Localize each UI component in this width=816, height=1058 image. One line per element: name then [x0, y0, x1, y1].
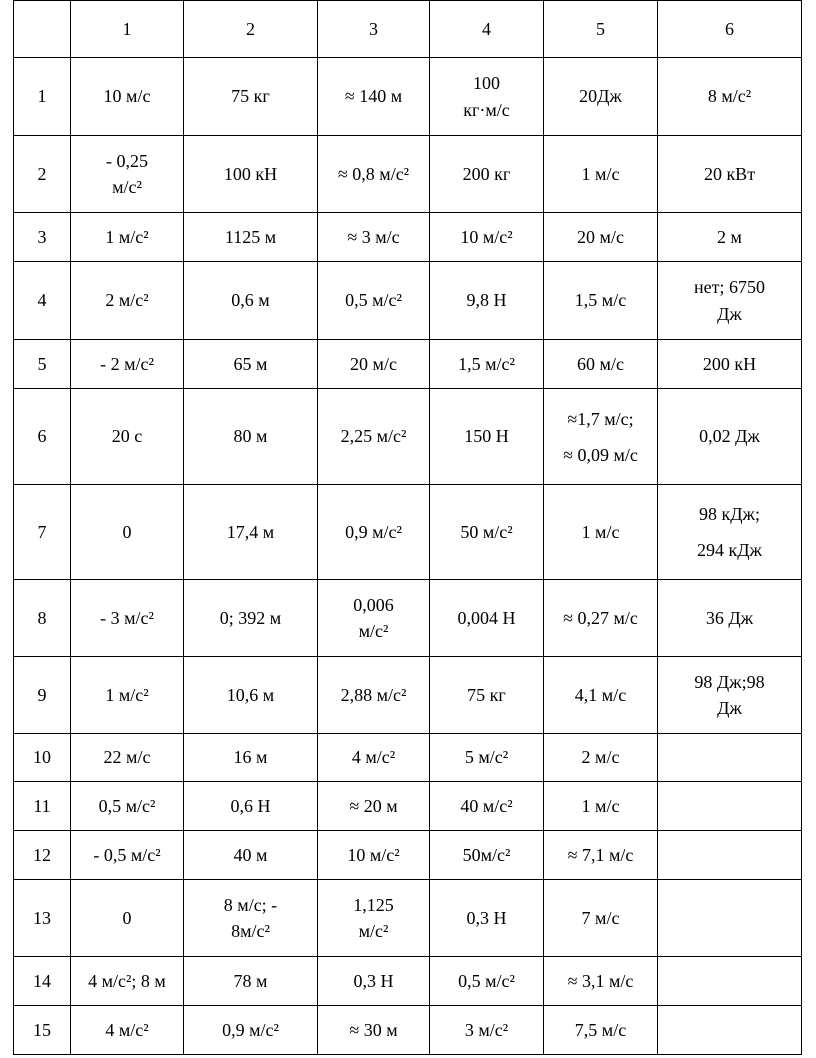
table-cell: 20Дж: [544, 58, 658, 136]
table-cell: [658, 831, 802, 880]
table-cell: [658, 957, 802, 1006]
table-cell: 80 м: [184, 389, 318, 485]
table-cell: 3 м/с²: [430, 1006, 544, 1055]
table-cell: 0,006 м/с²: [318, 580, 430, 657]
row-number-cell: 3: [14, 213, 71, 262]
table-row: [14, 136, 802, 213]
table-cell: 4 м/с²: [71, 1006, 184, 1055]
table-cell: 0: [71, 880, 184, 957]
table-row: [14, 957, 802, 1006]
header-cell: 4: [430, 1, 544, 58]
table-cell: [658, 1006, 802, 1055]
table-cell: 98 Дж;98 Дж: [658, 657, 802, 734]
table-cell: 75 кг: [184, 58, 318, 136]
table-cell: 20 кВт: [658, 136, 802, 213]
table-cell: 0; 392 м: [184, 580, 318, 657]
table-cell: - 3 м/с²: [71, 580, 184, 657]
table-cell: 0,5 м/с²: [71, 782, 184, 831]
table-cell: 2,88 м/с²: [318, 657, 430, 734]
table-cell: ≈ 20 м: [318, 782, 430, 831]
table-cell: 20 м/с: [318, 340, 430, 389]
table-cell: - 0,5 м/с²: [71, 831, 184, 880]
table-cell: 98 кДж; 294 кДж: [658, 485, 802, 580]
answers-table-body: [14, 1, 802, 1055]
answers-table: [13, 0, 802, 1055]
table-cell: 50м/с²: [430, 831, 544, 880]
table-cell: 20 с: [71, 389, 184, 485]
row-number-cell: 9: [14, 657, 71, 734]
table-cell: 0,9 м/с²: [184, 1006, 318, 1055]
table-cell: 50 м/с²: [430, 485, 544, 580]
table-cell: 40 м: [184, 831, 318, 880]
row-number-cell: 14: [14, 957, 71, 1006]
row-number-cell: 15: [14, 1006, 71, 1055]
row-number-cell: 6: [14, 389, 71, 485]
row-number-cell: 2: [14, 136, 71, 213]
table-cell: 10 м/с: [71, 58, 184, 136]
table-cell: 1 м/с: [544, 782, 658, 831]
row-number-cell: 10: [14, 734, 71, 782]
table-cell: [658, 734, 802, 782]
header-cell: 6: [658, 1, 802, 58]
table-cell: 1 м/с²: [71, 213, 184, 262]
table-cell: 0,6 Н: [184, 782, 318, 831]
table-cell: 1125 м: [184, 213, 318, 262]
table-cell: 4 м/с²; 8 м: [71, 957, 184, 1006]
table-row: [14, 485, 802, 580]
table-cell: 0: [71, 485, 184, 580]
table-cell: 0,004 Н: [430, 580, 544, 657]
table-cell: ≈ 0,27 м/с: [544, 580, 658, 657]
table-cell: ≈ 140 м: [318, 58, 430, 136]
row-number-cell: 8: [14, 580, 71, 657]
table-cell: 2 м/с: [544, 734, 658, 782]
table-cell: 2 м/с²: [71, 262, 184, 340]
table-cell: 2,25 м/с²: [318, 389, 430, 485]
table-cell: - 0,25 м/с²: [71, 136, 184, 213]
table-cell: ≈ 3 м/с: [318, 213, 430, 262]
table-cell: ≈ 30 м: [318, 1006, 430, 1055]
table-cell: 65 м: [184, 340, 318, 389]
table-cell: 10 м/с²: [318, 831, 430, 880]
table-cell: ≈ 3,1 м/с: [544, 957, 658, 1006]
table-cell: 0,5 м/с²: [430, 957, 544, 1006]
table-cell: 1 м/с: [544, 485, 658, 580]
table-cell: 9,8 Н: [430, 262, 544, 340]
table-cell: ≈ 0,8 м/с²: [318, 136, 430, 213]
table-cell: ≈ 7,1 м/с: [544, 831, 658, 880]
table-row: [14, 782, 802, 831]
table-cell: [658, 782, 802, 831]
table-cell: - 2 м/с²: [71, 340, 184, 389]
table-cell: 75 кг: [430, 657, 544, 734]
row-number-cell: 13: [14, 880, 71, 957]
table-cell: 78 м: [184, 957, 318, 1006]
table-cell: 7 м/с: [544, 880, 658, 957]
header-cell: 3: [318, 1, 430, 58]
table-row: [14, 1006, 802, 1055]
row-number-cell: 1: [14, 58, 71, 136]
table-row: [14, 831, 802, 880]
table-cell: 4,1 м/с: [544, 657, 658, 734]
table-cell: нет; 6750 Дж: [658, 262, 802, 340]
table-cell: 2 м: [658, 213, 802, 262]
table-cell: 150 Н: [430, 389, 544, 485]
table-cell: 16 м: [184, 734, 318, 782]
table-cell: 8 м/с; - 8м/с²: [184, 880, 318, 957]
table-cell: 0,5 м/с²: [318, 262, 430, 340]
table-row: [14, 340, 802, 389]
row-number-cell: 5: [14, 340, 71, 389]
table-cell: 60 м/с: [544, 340, 658, 389]
table-cell: 0,3 Н: [318, 957, 430, 1006]
table-row: [14, 734, 802, 782]
table-cell: [658, 880, 802, 957]
row-number-cell: 11: [14, 782, 71, 831]
table-cell: 100 кН: [184, 136, 318, 213]
table-cell: 20 м/с: [544, 213, 658, 262]
table-row: [14, 389, 802, 485]
table-row: [14, 657, 802, 734]
table-row: [14, 880, 802, 957]
header-corner-cell: [14, 1, 71, 58]
row-number-cell: 12: [14, 831, 71, 880]
table-cell: 7,5 м/с: [544, 1006, 658, 1055]
table-cell: 10,6 м: [184, 657, 318, 734]
table-row: [14, 262, 802, 340]
row-number-cell: 7: [14, 485, 71, 580]
table-cell: 22 м/с: [71, 734, 184, 782]
table-cell: 1 м/с²: [71, 657, 184, 734]
table-cell: 0,9 м/с²: [318, 485, 430, 580]
header-cell: 5: [544, 1, 658, 58]
table-cell: 1 м/с: [544, 136, 658, 213]
header-cell: 1: [71, 1, 184, 58]
row-number-cell: 4: [14, 262, 71, 340]
table-cell: 200 кг: [430, 136, 544, 213]
table-cell: 1,125 м/с²: [318, 880, 430, 957]
table-row: [14, 580, 802, 657]
table-cell: 0,6 м: [184, 262, 318, 340]
table-cell: 8 м/с²: [658, 58, 802, 136]
table-cell: 1,5 м/с²: [430, 340, 544, 389]
table-cell: 200 кН: [658, 340, 802, 389]
table-row: [14, 213, 802, 262]
header-cell: 2: [184, 1, 318, 58]
table-row: [14, 58, 802, 136]
table-cell: 0,3 Н: [430, 880, 544, 957]
table-cell: 40 м/с²: [430, 782, 544, 831]
table-cell: 10 м/с²: [430, 213, 544, 262]
table-cell: 100 кг·м/с: [430, 58, 544, 136]
table-cell: 0,02 Дж: [658, 389, 802, 485]
table-cell: 4 м/с²: [318, 734, 430, 782]
table-cell: 5 м/с²: [430, 734, 544, 782]
table-cell: 36 Дж: [658, 580, 802, 657]
header-row: [14, 1, 802, 58]
table-cell: 17,4 м: [184, 485, 318, 580]
table-cell: ≈1,7 м/с; ≈ 0,09 м/с: [544, 389, 658, 485]
table-cell: 1,5 м/с: [544, 262, 658, 340]
